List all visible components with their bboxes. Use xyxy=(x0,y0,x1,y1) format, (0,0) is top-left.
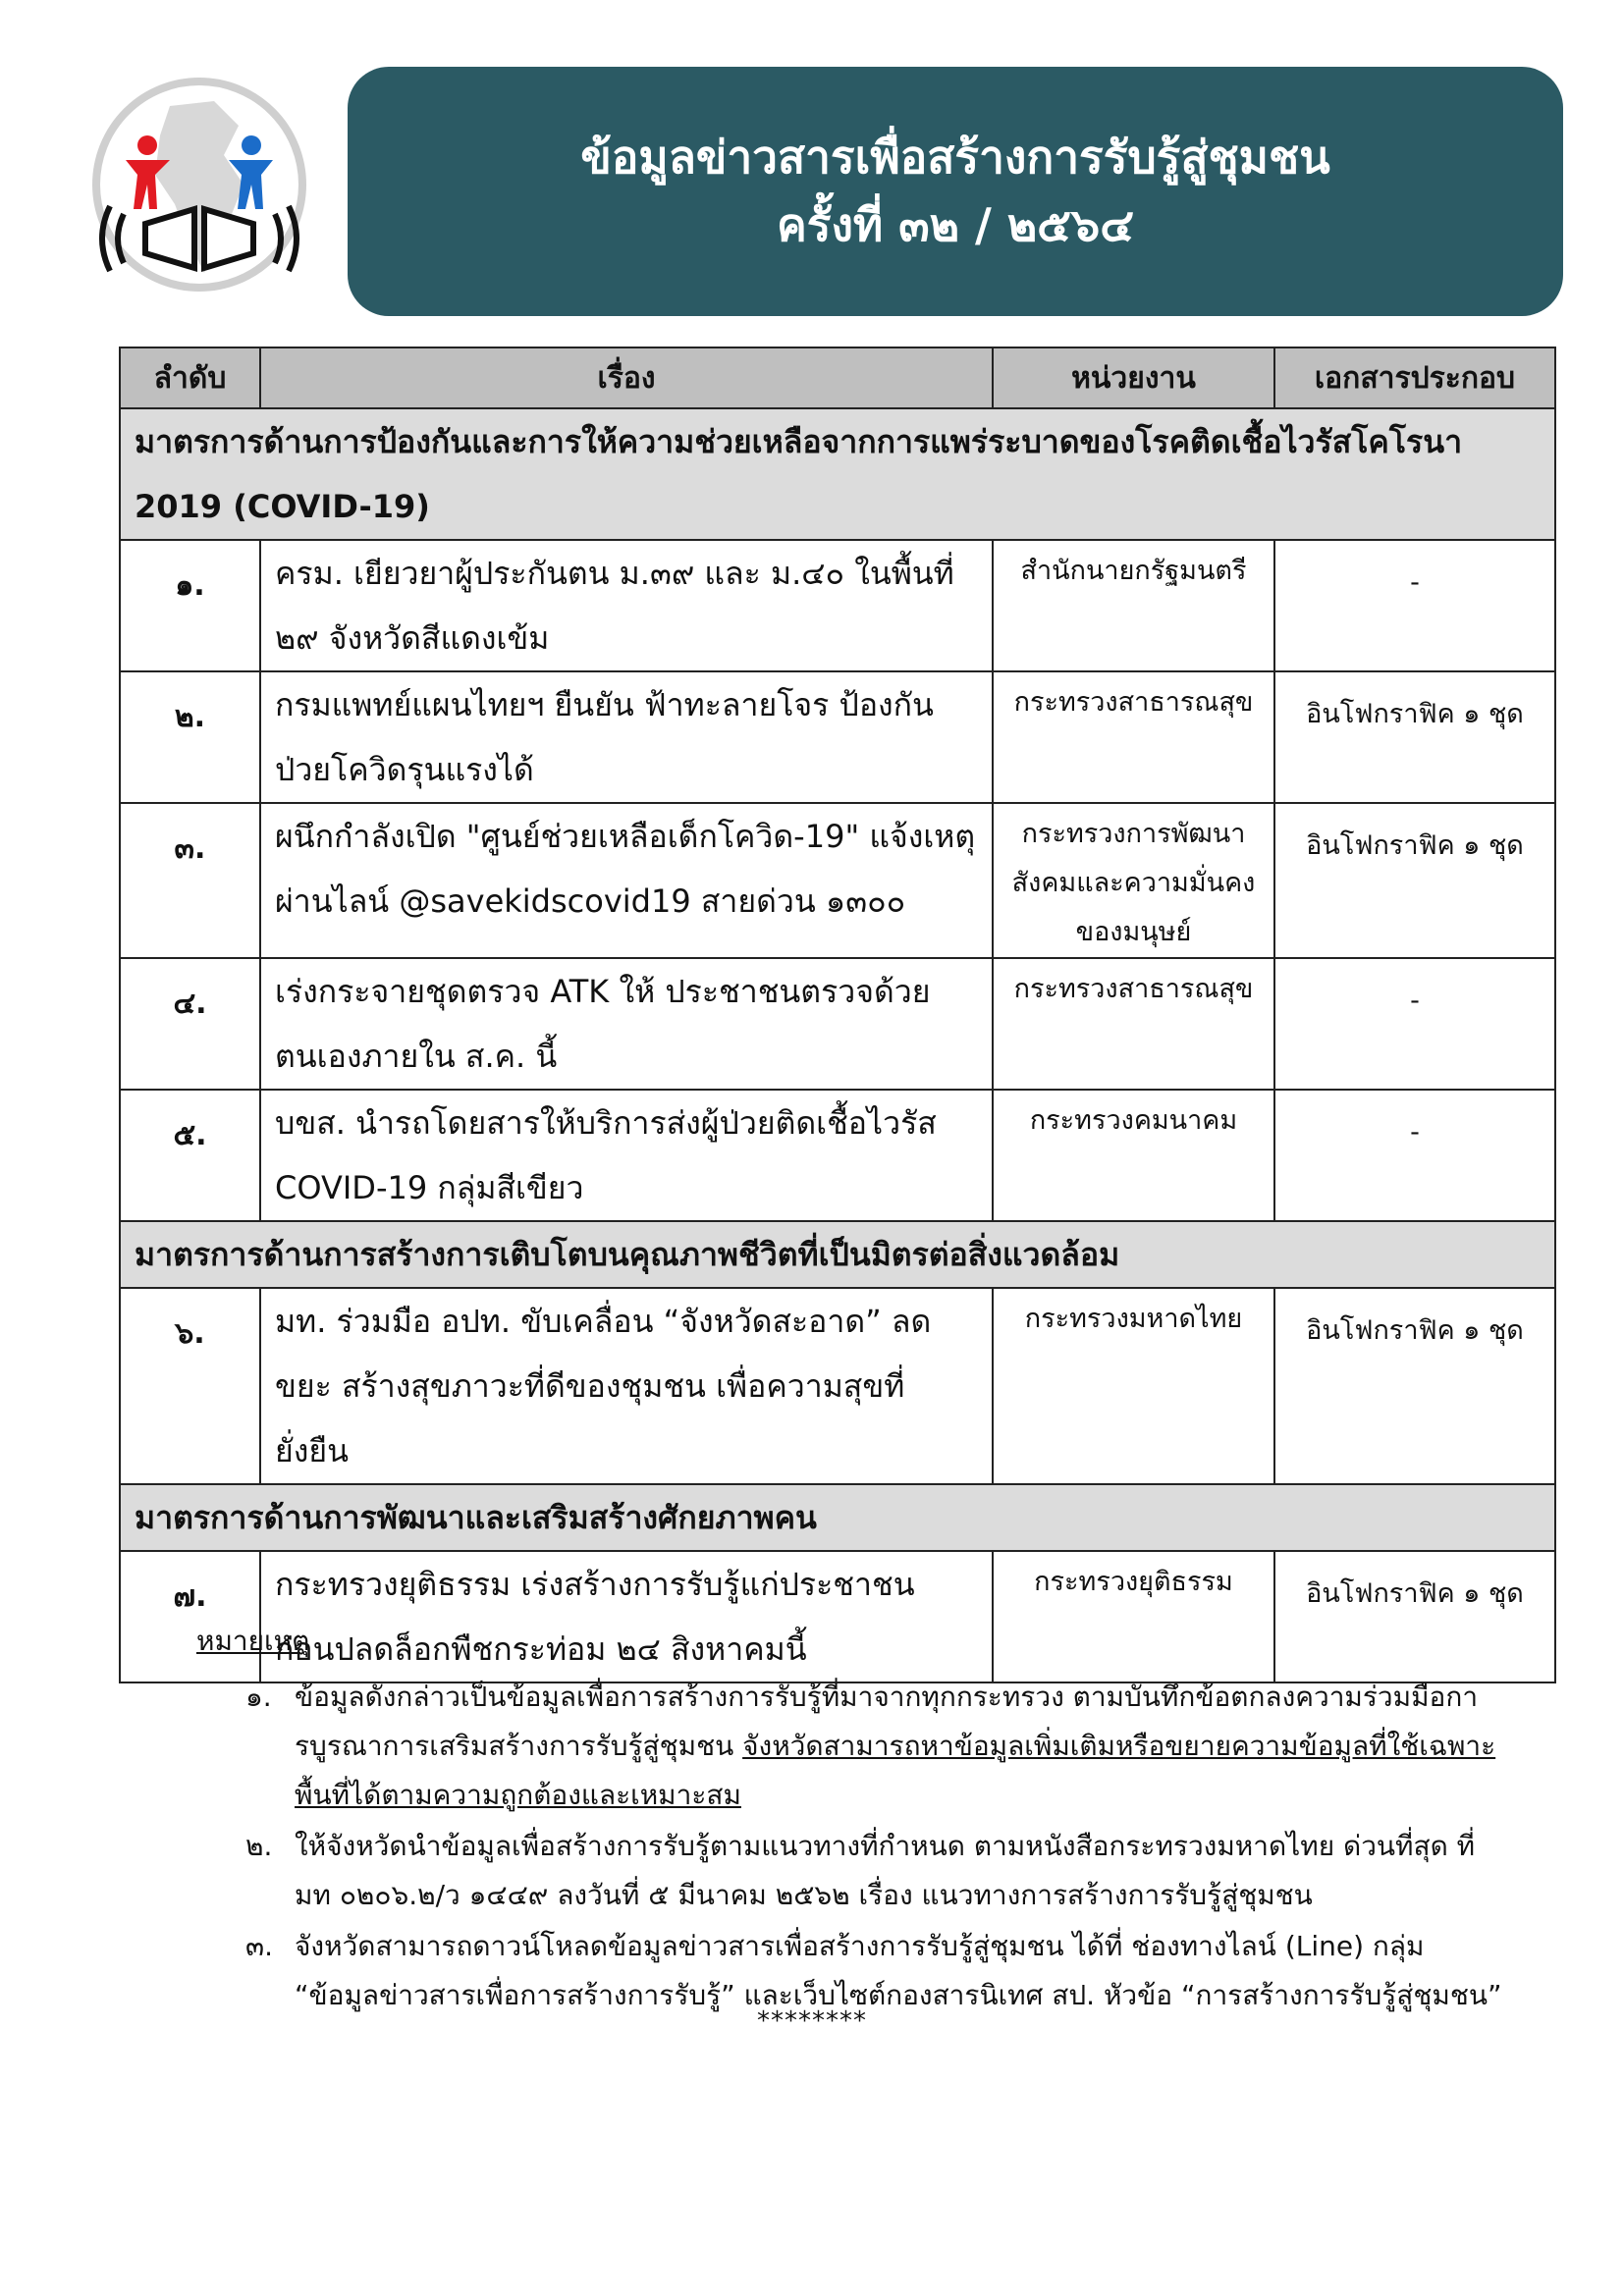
row-number: ๒. xyxy=(120,671,260,803)
section-title: มาตรการด้านการพัฒนาและเสริมสร้างศักยภาพคน xyxy=(120,1484,1555,1551)
row-topic: ครม. เยียวยาผู้ประกันตน ม.๓๙ และ ม.๔๐ ในพื้นที่ ๒๙ จังหวัดสีแดงเข้ม xyxy=(260,540,993,671)
header-order: ลำดับ xyxy=(120,347,260,408)
row-number: ๖. xyxy=(120,1288,260,1484)
ministry-logo-icon xyxy=(77,77,322,302)
table-header-row xyxy=(120,347,1555,408)
row-topic: กรมแพทย์แผนไทยฯ ยืนยัน ฟ้าทะลายโจร ป้องกันป่วยโควิดรุนแรงได้ xyxy=(260,671,993,803)
note-underlined-text: จังหวัดสามารถหาข้อมูลเพิ่มเติมหรือขยายความข้อมูลที่ใช้เฉพาะพื้นที่ได้ตามความถูกต้องและเหมาะสม xyxy=(295,1730,1496,1811)
row-topic: บขส. นำรถโดยสารให้บริการส่งผู้ป่วยติดเชื้อไวรัส COVID-19 กลุ่มสีเขียว xyxy=(260,1090,993,1221)
note-item xyxy=(196,1673,1502,1820)
row-number: ๑. xyxy=(120,540,260,671)
header-attachment: เอกสารประกอบ xyxy=(1274,347,1555,408)
row-attachment: - xyxy=(1274,958,1555,1090)
note-number: ๒. xyxy=(245,1830,273,1862)
row-attachment: - xyxy=(1274,1090,1555,1221)
table-row xyxy=(120,540,1555,671)
note-number: ๓. xyxy=(245,1930,274,1962)
note-item xyxy=(196,1922,1502,2020)
section-title: มาตรการด้านการป้องกันและการให้ความช่วยเหลือจากการแพร่ระบาดของโรคติดเชื้อไวรัสโคโรนา 2019 (COVID-19) xyxy=(120,408,1555,540)
table-row xyxy=(120,958,1555,1090)
row-number: ๕. xyxy=(120,1090,260,1221)
row-number: ๗. xyxy=(120,1551,260,1682)
note-text: ข้อมูลดังกล่าวเป็นข้อมูลเพื่อการสร้างการรับรู้ที่มาจากทุกกระทรวง ตามบันทึกข้อตกลงความร่วมมือการบูรณาการเสริมสร้างการรับรู้สู่ชุมชน xyxy=(295,1681,1479,1762)
end-mark: ******** xyxy=(757,2006,867,2036)
row-number: ๓. xyxy=(120,803,260,958)
row-agency: กระทรวงคมนาคม xyxy=(993,1090,1274,1221)
banner-issue: ครั้งที่ ๓๒ / ๒๕๖๔ xyxy=(776,198,1135,251)
row-topic: มท. ร่วมมือ อปท. ขับเคลื่อน “จังหวัดสะอาด” ลดขยะ สร้างสุขภาวะที่ดีของชุมชน เพื่อความสุขที่ยั่งยืน xyxy=(260,1288,993,1484)
row-agency: สำนักนายกรัฐมนตรี xyxy=(993,540,1274,671)
header-topic: เรื่อง xyxy=(260,347,993,408)
row-topic: ผนึกกำลังเปิด "ศูนย์ช่วยเหลือเด็กโควิด-19" แจ้งเหตุผ่านไลน์ @savekidscovid19 สายด่วน ๑๓๐๐ xyxy=(260,803,993,958)
section-row xyxy=(120,1484,1555,1551)
row-attachment: อินโฟกราฟิค ๑ ชุด xyxy=(1274,1551,1555,1682)
row-topic: เร่งกระจายชุดตรวจ ATK ให้ ประชาชนตรวจด้วยตนเองภายใน ส.ค. นี้ xyxy=(260,958,993,1090)
title-banner xyxy=(348,67,1563,316)
section-title: มาตรการด้านการสร้างการเติบโตบนคุณภาพชีวิตที่เป็นมิตรต่อสิ่งแวดล้อม xyxy=(120,1221,1555,1288)
row-agency: กระทรวงยุติธรรม xyxy=(993,1551,1274,1682)
row-agency: กระทรวงสาธารณสุข xyxy=(993,958,1274,1090)
note-number: ๑. xyxy=(245,1681,272,1713)
note-text: จังหวัดสามารถดาวน์โหลดข้อมูลข่าวสารเพื่อสร้างการรับรู้สู่ชุมชน ได้ที่ ช่องทางไลน์ (Line) กลุ่ม “ข้อมูลข่าวสารเพื่อการสร้างการรับรู้” และเว็บไซต์กองสารนิเทศ สป. หัวข้อ “การสร้างการรับรู้สู่ชุมชน” xyxy=(295,1930,1502,2011)
section-row xyxy=(120,408,1555,540)
section-row xyxy=(120,1221,1555,1288)
table-row xyxy=(120,1090,1555,1221)
row-agency: กระทรวงสาธารณสุข xyxy=(993,671,1274,803)
row-attachment: อินโฟกราฟิค ๑ ชุด xyxy=(1274,671,1555,803)
row-agency: กระทรวงการพัฒนาสังคมและความมั่นคงของมนุษย์ xyxy=(993,803,1274,958)
table-row xyxy=(120,803,1555,958)
row-attachment: - xyxy=(1274,540,1555,671)
row-attachment: อินโฟกราฟิค ๑ ชุด xyxy=(1274,803,1555,958)
news-table xyxy=(119,347,1556,1683)
banner-title: ข้อมูลข่าวสารเพื่อสร้างการรับรู้สู่ชุมชน xyxy=(580,131,1330,184)
notes-section xyxy=(196,1620,1502,2022)
header-agency: หน่วยงาน xyxy=(993,347,1274,408)
note-text: ให้จังหวัดนำข้อมูลเพื่อสร้างการรับรู้ตามแนวทางที่กำหนด ตามหนังสือกระทรวงมหาดไทย ด่วนที่สุด ที่ มท ๐๒๐๖.๒/ว ๑๔๔๙ ลงวันที่ ๕ มีนาคม ๒๕๖๒ เรื่อง แนวทางการสร้างการรับรู้สู่ชุมชน xyxy=(295,1830,1476,1911)
row-attachment: อินโฟกราฟิค ๑ ชุด xyxy=(1274,1288,1555,1484)
table-row xyxy=(120,671,1555,803)
row-agency: กระทรวงมหาดไทย xyxy=(993,1288,1274,1484)
row-topic: กระทรวงยุติธรรม เร่งสร้างการรับรู้แก่ประชาชน ก่อนปลดล็อกพืชกระท่อม ๒๔ สิงหาคมนี้ xyxy=(260,1551,993,1682)
table-row xyxy=(120,1288,1555,1484)
row-number: ๔. xyxy=(120,958,260,1090)
note-item xyxy=(196,1822,1502,1920)
notes-title: หมายเหตุ xyxy=(196,1625,310,1657)
